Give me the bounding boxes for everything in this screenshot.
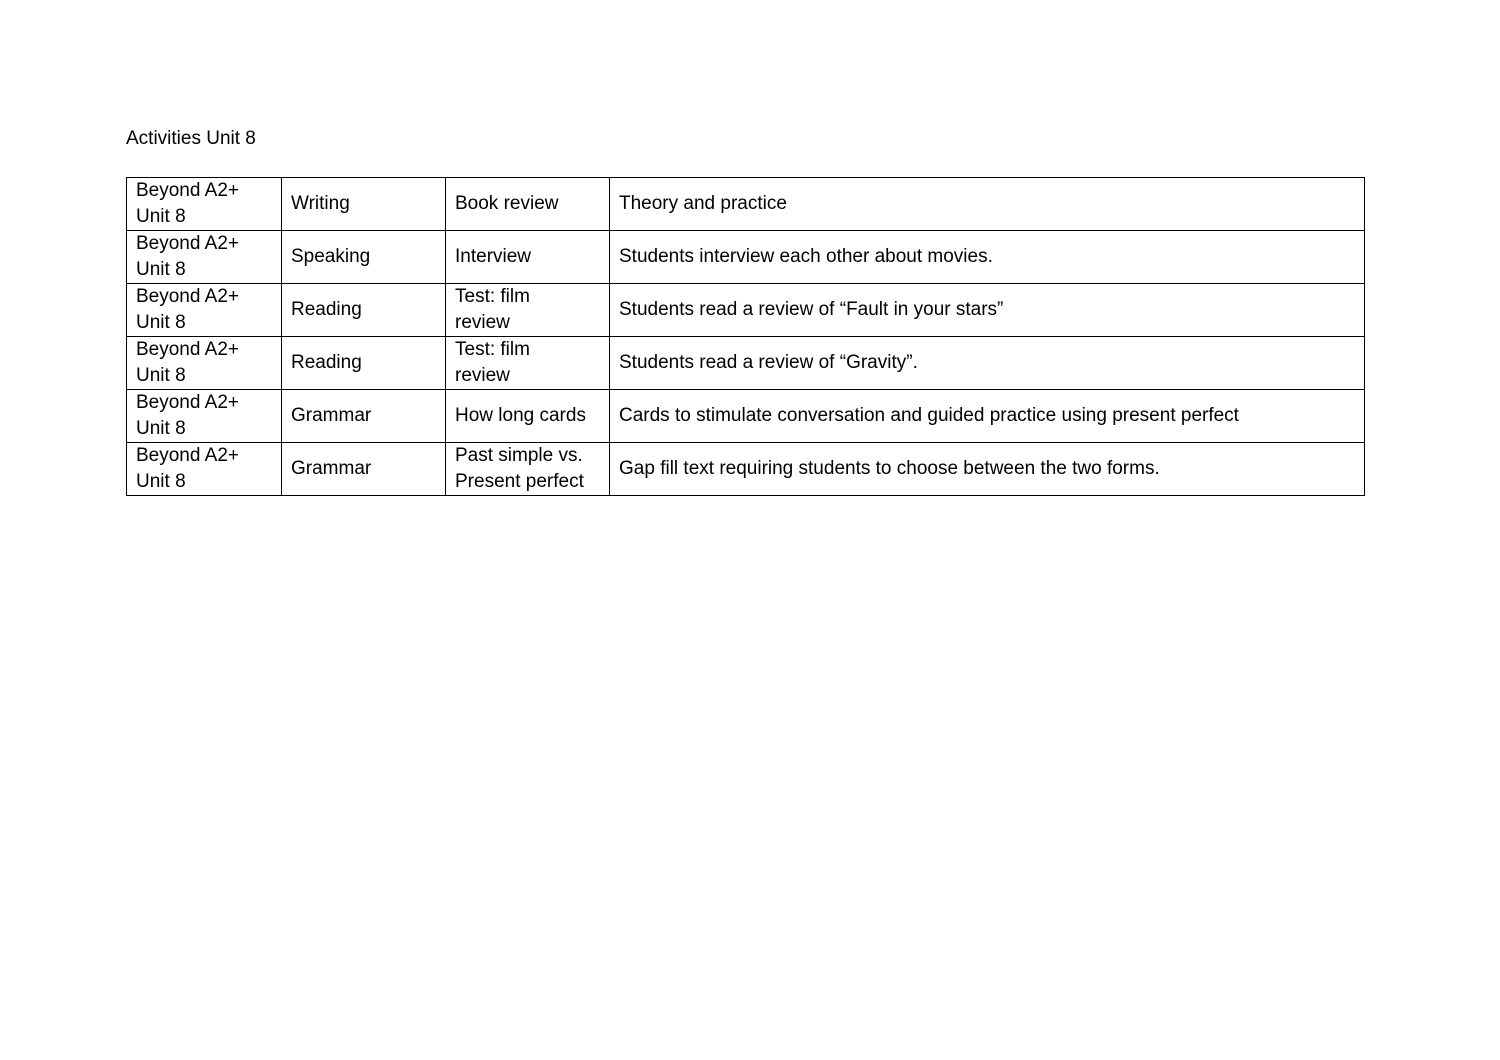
activity-cell: Test: film review [446, 284, 610, 337]
description-cell: Theory and practice [610, 178, 1365, 231]
course-cell: Beyond A2+ Unit 8 [127, 231, 282, 284]
skill-cell: Reading [282, 337, 446, 390]
course-cell: Beyond A2+ Unit 8 [127, 443, 282, 496]
course-cell: Beyond A2+ Unit 8 [127, 284, 282, 337]
skill-cell: Speaking [282, 231, 446, 284]
course-cell: Beyond A2+ Unit 8 [127, 178, 282, 231]
activity-cell: Test: film review [446, 337, 610, 390]
skill-cell: Reading [282, 284, 446, 337]
activity-cell: How long cards [446, 390, 610, 443]
description-cell: Students read a review of “Fault in your stars” [610, 284, 1365, 337]
skill-cell: Writing [282, 178, 446, 231]
activity-cell: Book review [446, 178, 610, 231]
skill-cell: Grammar [282, 390, 446, 443]
table-row [127, 443, 1365, 496]
table-row [127, 284, 1365, 337]
activity-cell: Interview [446, 231, 610, 284]
activities-table [126, 177, 1365, 496]
table-row [127, 231, 1365, 284]
table-row [127, 178, 1365, 231]
description-cell: Gap fill text requiring students to choose between the two forms. [610, 443, 1365, 496]
skill-cell: Grammar [282, 443, 446, 496]
description-cell: Students interview each other about movies. [610, 231, 1365, 284]
course-cell: Beyond A2+ Unit 8 [127, 337, 282, 390]
table-row [127, 390, 1365, 443]
description-cell: Students read a review of “Gravity”. [610, 337, 1365, 390]
activity-cell: Past simple vs. Present perfect [446, 443, 610, 496]
page-title: Activities Unit 8 [126, 128, 256, 149]
course-cell: Beyond A2+ Unit 8 [127, 390, 282, 443]
description-cell: Cards to stimulate conversation and guided practice using present perfect [610, 390, 1365, 443]
table-row [127, 337, 1365, 390]
